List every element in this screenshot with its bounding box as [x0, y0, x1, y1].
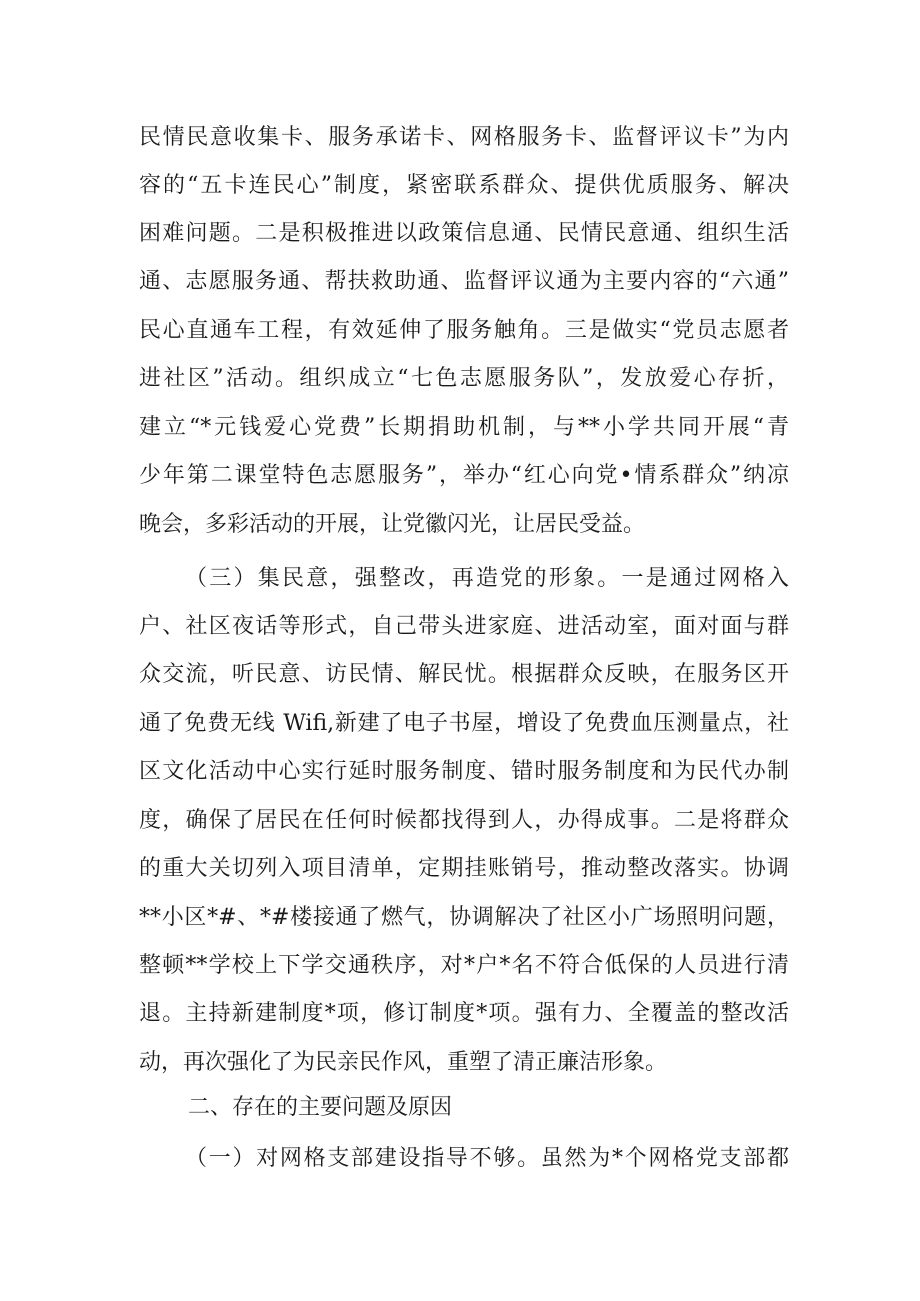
body-text-line: 民情民意收集卡、服务承诺卡、网格服务卡、监督评议卡”为内 [139, 125, 789, 150]
section-two-heading: 二、存在的主要问题及原因 [188, 1095, 453, 1120]
body-text-line: 退。主持新建制度*项，修订制度*项。强有力、全覆盖的整改活 [139, 1001, 789, 1026]
body-text-line: 民心直通车工程，有效延伸了服务触角。三是做实“党员志愿者 [139, 318, 789, 343]
body-text-line-end: 晚会，多彩活动的开展，让党徽闪光，让居民受益。 [139, 512, 646, 537]
body-text-line: 进社区”活动。组织成立“七色志愿服务队”，发放爱心存折， [139, 366, 789, 391]
body-text-line-end: 动，再次强化了为民亲民作风，重塑了清正廉洁形象。 [139, 1050, 668, 1075]
body-text-line: 的重大关切列入项目清单，定期挂账销号，推动整改落实。协调 [139, 856, 789, 881]
body-text-line: 户、社区夜话等形式，自己带头进家庭、进活动室，面对面与群 [139, 614, 789, 639]
body-text-line: 通、志愿服务通、帮扶救助通、监督评议通为主要内容的“六通” [139, 269, 789, 294]
section-three-heading-line: （三）集民意，强整改，再造党的形象。一是通过网格入 [185, 566, 789, 591]
body-text-line: 众交流，听民意、访民情、解民忧。根据群众反映，在服务区开 [139, 662, 789, 687]
body-text-line: **小区*#、*#楼接通了燃气，协调解决了社区小广场照明问题， [139, 905, 789, 930]
subsection-one-heading-line: （一）对网格支部建设指导不够。虽然为*个网格党支部都 [185, 1146, 789, 1171]
body-text-line: 困难问题。二是积极推进以政策信息通、民情民意通、组织生活 [139, 221, 789, 246]
body-text-line: 度，确保了居民在任何时候都找得到人，办得成事。二是将群众 [139, 808, 789, 833]
body-text-line: 整顿**学校上下学交通秩序，对*户*名不符合低保的人员进行清 [139, 953, 789, 978]
body-text-line: 建立“*元钱爱心党费”长期捐助机制，与**小学共同开展“青 [139, 415, 789, 440]
body-text-line: 通了免费无线 Wifi,新建了电子书屋，增设了免费血压测量点，社 [139, 711, 789, 736]
body-text-line: 区文化活动中心实行延时服务制度、错时服务制度和为民代办制 [139, 759, 789, 784]
body-text-line: 少年第二课堂特色志愿服务”，举办“红心向党•情系群众”纳凉 [139, 463, 789, 488]
body-text-line: 容的“五卡连民心”制度，紧密联系群众、提供优质服务、解决 [139, 173, 789, 198]
